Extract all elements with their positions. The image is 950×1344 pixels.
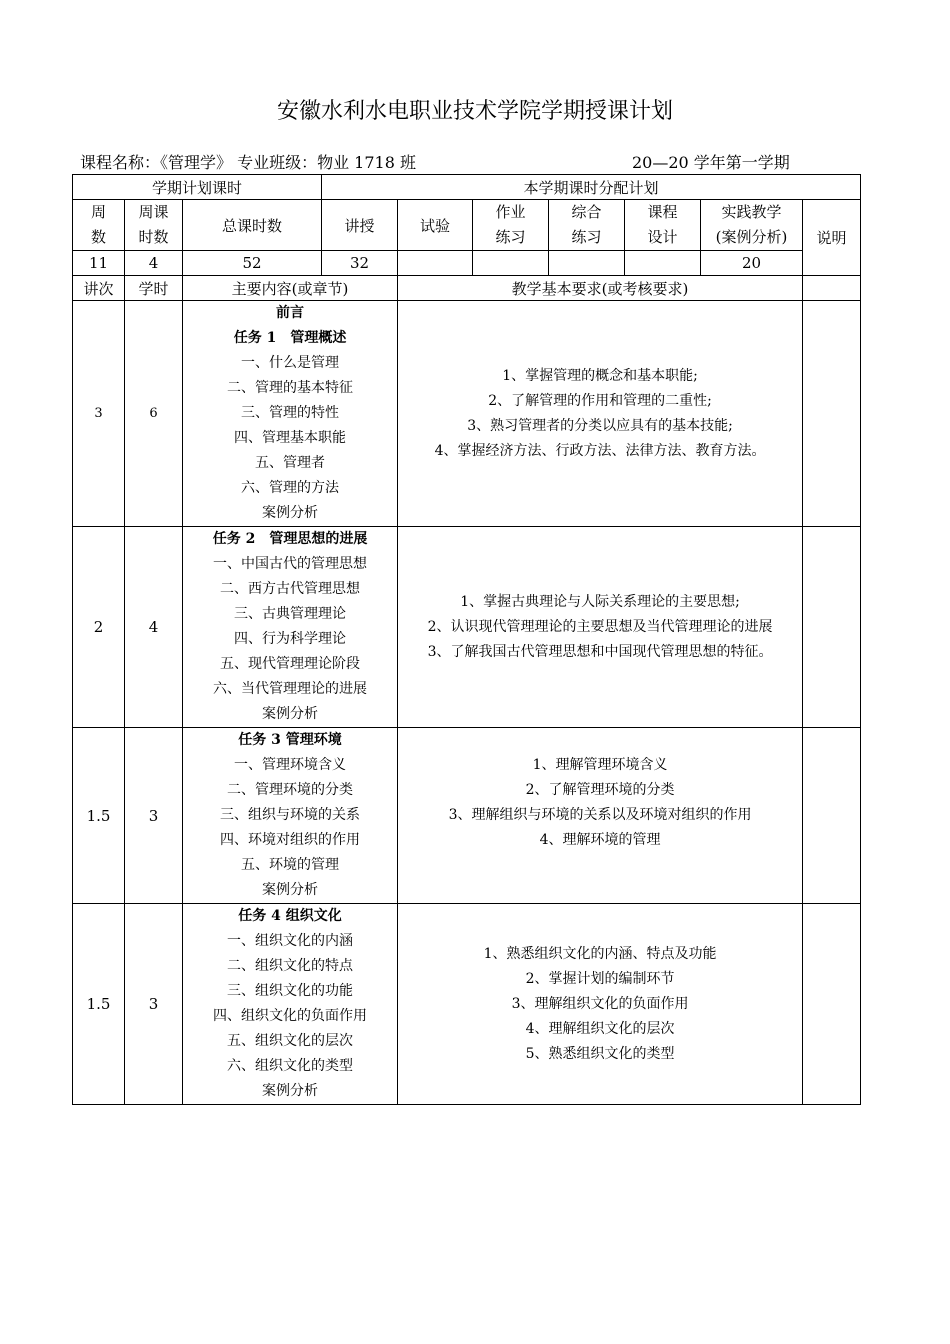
practice-header: 实践教学 (案例分析) xyxy=(701,200,803,251)
content-line: 二、组织文化的特点 xyxy=(227,958,354,974)
requirement-line: 1、掌握管理的概念和基本职能; xyxy=(502,367,698,384)
comprehensive-header: 综合 练习 xyxy=(549,200,625,251)
planned-hours-header: 学期计划课时 xyxy=(73,175,322,200)
practice-value: 20 xyxy=(701,251,803,276)
requirement-line: 2、了解管理的作用和管理的二重性; xyxy=(488,392,712,409)
row-sessions: 1.5 xyxy=(73,904,125,1105)
row-sessions: 3 xyxy=(73,301,125,527)
content-line: 案例分析 xyxy=(262,706,319,722)
row-requirements xyxy=(398,527,803,728)
note-cell xyxy=(803,276,861,301)
requirement-line: 1、熟悉组织文化的内涵、特点及功能 xyxy=(483,945,717,962)
requirement-line: 4、理解组织文化的层次 xyxy=(525,1020,675,1037)
weekly-hours-value: 4 xyxy=(125,251,183,276)
term-info: 20—20 学年第一学期 xyxy=(632,153,790,172)
content-line: 二、管理的基本特征 xyxy=(227,380,354,396)
content-line: 五、环境的管理 xyxy=(241,857,340,873)
content-line: 前言 xyxy=(276,305,305,321)
row-hours: 3 xyxy=(125,728,183,904)
row-note xyxy=(803,301,861,527)
weeks-header: 周 数 xyxy=(73,200,125,251)
table-row xyxy=(73,728,861,904)
row-sessions: 1.5 xyxy=(73,728,125,904)
exam-header: 试验 xyxy=(398,200,473,251)
comprehensive-value xyxy=(549,251,625,276)
homework-header: 作业 练习 xyxy=(473,200,549,251)
homework-value xyxy=(473,251,549,276)
row-sessions: 2 xyxy=(73,527,125,728)
row-hours: 4 xyxy=(125,527,183,728)
content-line: 六、当代管理理论的进展 xyxy=(213,681,368,697)
row-hours: 6 xyxy=(125,301,183,527)
content-line: 一、中国古代的管理思想 xyxy=(213,556,368,572)
teaching-plan-table xyxy=(72,174,861,1105)
content-line: 二、西方古代管理思想 xyxy=(220,581,361,597)
row-content xyxy=(183,301,398,527)
weeks-value: 11 xyxy=(73,251,125,276)
content-line: 一、组织文化的内涵 xyxy=(227,933,354,949)
content-line: 四、环境对组织的作用 xyxy=(220,832,361,848)
requirement-line: 3、理解组织与环境的关系以及环境对组织的作用 xyxy=(448,807,752,823)
table-row xyxy=(73,527,861,728)
content-line: 任务 4 组织文化 xyxy=(238,908,342,924)
row-content xyxy=(183,728,398,904)
content-line: 二、管理环境的分类 xyxy=(227,782,354,798)
table-row xyxy=(73,904,861,1105)
content-line: 三、组织文化的功能 xyxy=(227,983,354,999)
row-content xyxy=(183,527,398,728)
requirement-line: 4、掌握经济方法、行政方法、法律方法、教育方法。 xyxy=(434,442,766,459)
content-line: 三、古典管理理论 xyxy=(234,606,347,622)
content-line: 案例分析 xyxy=(262,505,319,521)
content-line: 五、组织文化的层次 xyxy=(227,1033,354,1049)
requirement-line: 2、了解管理环境的分类 xyxy=(525,782,675,798)
requirement-line: 4、理解环境的管理 xyxy=(539,832,661,848)
content-line: 四、组织文化的负面作用 xyxy=(213,1008,368,1024)
total-hours-header: 总课时数 xyxy=(183,200,322,251)
row-requirements xyxy=(398,904,803,1105)
course-design-value xyxy=(625,251,701,276)
course-design-header: 课程 设计 xyxy=(625,200,701,251)
content-line: 案例分析 xyxy=(262,1083,319,1099)
course-info: 课程名称：《管理学》 专业班级：物业 1718 班 xyxy=(80,153,416,172)
content-line: 四、管理基本职能 xyxy=(234,430,347,446)
row-note xyxy=(803,904,861,1105)
content-line: 任务 2 管理思想的进展 xyxy=(212,531,368,547)
allocation-header: 本学期课时分配计划 xyxy=(322,175,861,200)
content-line: 六、组织文化的类型 xyxy=(227,1058,354,1074)
lecture-header: 讲授 xyxy=(322,200,398,251)
content-line: 五、管理者 xyxy=(255,455,326,471)
row-requirements xyxy=(398,728,803,904)
hours-header: 学时 xyxy=(125,276,183,301)
requirements-header: 教学基本要求(或考核要求) xyxy=(398,276,803,301)
total-hours-value: 52 xyxy=(183,251,322,276)
table-row xyxy=(73,301,861,527)
content-header: 主要内容(或章节) xyxy=(183,276,398,301)
content-line: 三、管理的特性 xyxy=(241,405,340,421)
content-line: 五、现代管理理论阶段 xyxy=(220,656,361,672)
row-requirements xyxy=(398,301,803,527)
content-line: 一、什么是管理 xyxy=(241,355,340,371)
row-content xyxy=(183,904,398,1105)
weekly-hours-header: 周课 时数 xyxy=(125,200,183,251)
content-line: 三、组织与环境的关系 xyxy=(220,807,361,823)
row-note xyxy=(803,527,861,728)
requirement-line: 1、掌握古典理论与人际关系理论的主要思想; xyxy=(460,593,740,610)
lecture-value: 32 xyxy=(322,251,398,276)
requirement-line: 3、熟习管理者的分类以应具有的基本技能; xyxy=(467,417,733,434)
requirement-line: 2、认识现代管理理论的主要思想及当代管理理论的进展 xyxy=(427,618,773,635)
exam-value xyxy=(398,251,473,276)
document-title: 安徽水利水电职业技术学院学期授课计划 xyxy=(276,99,673,124)
content-line: 任务 3 管理环境 xyxy=(238,732,342,748)
requirement-line: 2、掌握计划的编制环节 xyxy=(525,970,675,987)
sessions-header: 讲次 xyxy=(73,276,125,301)
content-line: 一、管理环境含义 xyxy=(234,757,347,773)
requirement-line: 1、理解管理环境含义 xyxy=(532,757,668,773)
content-line: 任务 1 管理概述 xyxy=(233,330,347,346)
content-line: 案例分析 xyxy=(262,882,319,898)
requirement-line: 3、了解我国古代管理思想和中国现代管理思想的特征。 xyxy=(427,643,773,660)
requirement-line: 3、理解组织文化的负面作用 xyxy=(511,995,689,1012)
row-hours: 3 xyxy=(125,904,183,1105)
content-line: 四、行为科学理论 xyxy=(234,631,347,647)
content-line: 六、管理的方法 xyxy=(241,480,340,496)
requirement-line: 5、熟悉组织文化的类型 xyxy=(525,1045,675,1062)
note-header: 说明 xyxy=(803,200,861,276)
row-note xyxy=(803,728,861,904)
